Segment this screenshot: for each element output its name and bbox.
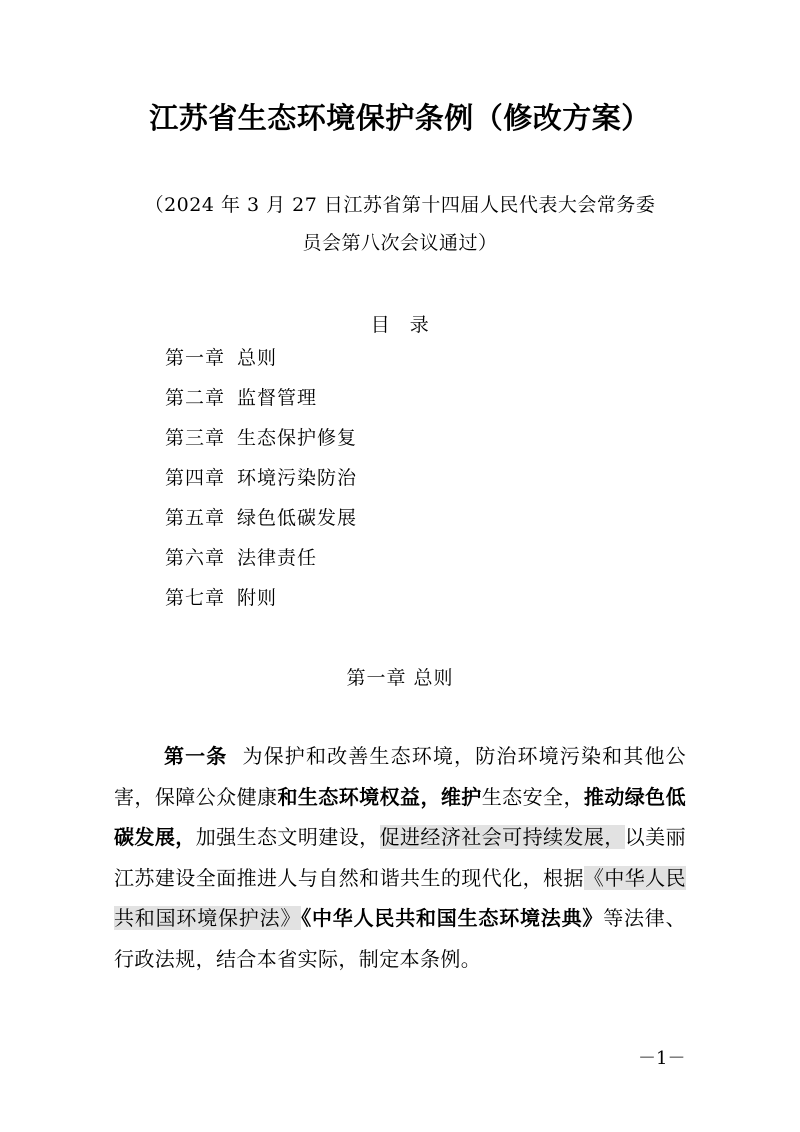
chapter-heading: 第一章 总则 (346, 667, 454, 689)
toc-item (165, 546, 357, 586)
article-label: 第一条 (164, 744, 228, 768)
toc-chapter-label: 生态保护修复 (237, 427, 358, 449)
article-text-highlighted: 促进经济社会可持续发展， (379, 825, 625, 850)
toc-item (165, 466, 357, 506)
article-text: 加强生态文明建设， (195, 825, 380, 850)
toc-item (165, 426, 357, 466)
toc-chapter-number: 第一章 (165, 347, 226, 369)
article-text: 等法律、行政法规，结合本省实际，制定本条例。 (114, 906, 687, 971)
toc-chapter-label: 附则 (237, 587, 278, 609)
article-paragraph (114, 736, 686, 980)
article-text-bold: 和生态环境权益，维护 (277, 784, 482, 809)
adoption-note-line1: （2024 年 3 月 27 日江苏省第十四届人民代表大会常务委 (144, 194, 656, 216)
toc-chapter-number: 第七章 (165, 587, 226, 609)
toc-chapter-number: 第三章 (165, 427, 226, 449)
toc-heading: 目 录 (370, 314, 430, 336)
table-of-contents (165, 346, 357, 626)
toc-chapter-label: 监督管理 (237, 387, 318, 409)
adoption-note-line2: 员会第八次会议通过） (302, 232, 498, 254)
article-text: 为保护和改善生态环境，防治环境污染和其他公害，保障公众健康 (114, 744, 686, 809)
document-title: 江苏省生态环境保护条例（修改方案） (149, 101, 651, 135)
toc-item (165, 506, 357, 546)
toc-item (165, 346, 357, 386)
toc-chapter-label: 环境污染防治 (237, 467, 358, 489)
toc-chapter-label: 绿色低碳发展 (237, 507, 358, 529)
article-text: 以美丽江苏建设全面推进人与自然和谐共生的现代化，根据 (114, 825, 686, 890)
article-text-highlighted: 《中华人民共和国环境保护法》 (114, 865, 687, 931)
toc-chapter-label: 法律责任 (237, 547, 318, 569)
toc-chapter-number: 第五章 (165, 507, 226, 529)
article-text: 生态安全， (481, 784, 584, 809)
toc-chapter-number: 第二章 (165, 387, 226, 409)
toc-chapter-number: 第四章 (165, 467, 226, 489)
article-text-bold: 《中华人民共和国生态环境法典》 (301, 906, 604, 931)
toc-item (165, 586, 357, 626)
article-text-bold: 推动绿色低碳发展， (114, 784, 687, 850)
toc-item (165, 386, 357, 426)
page-number: －1－ (638, 1048, 686, 1069)
toc-chapter-label: 总则 (237, 347, 278, 369)
toc-chapter-number: 第六章 (165, 547, 226, 569)
